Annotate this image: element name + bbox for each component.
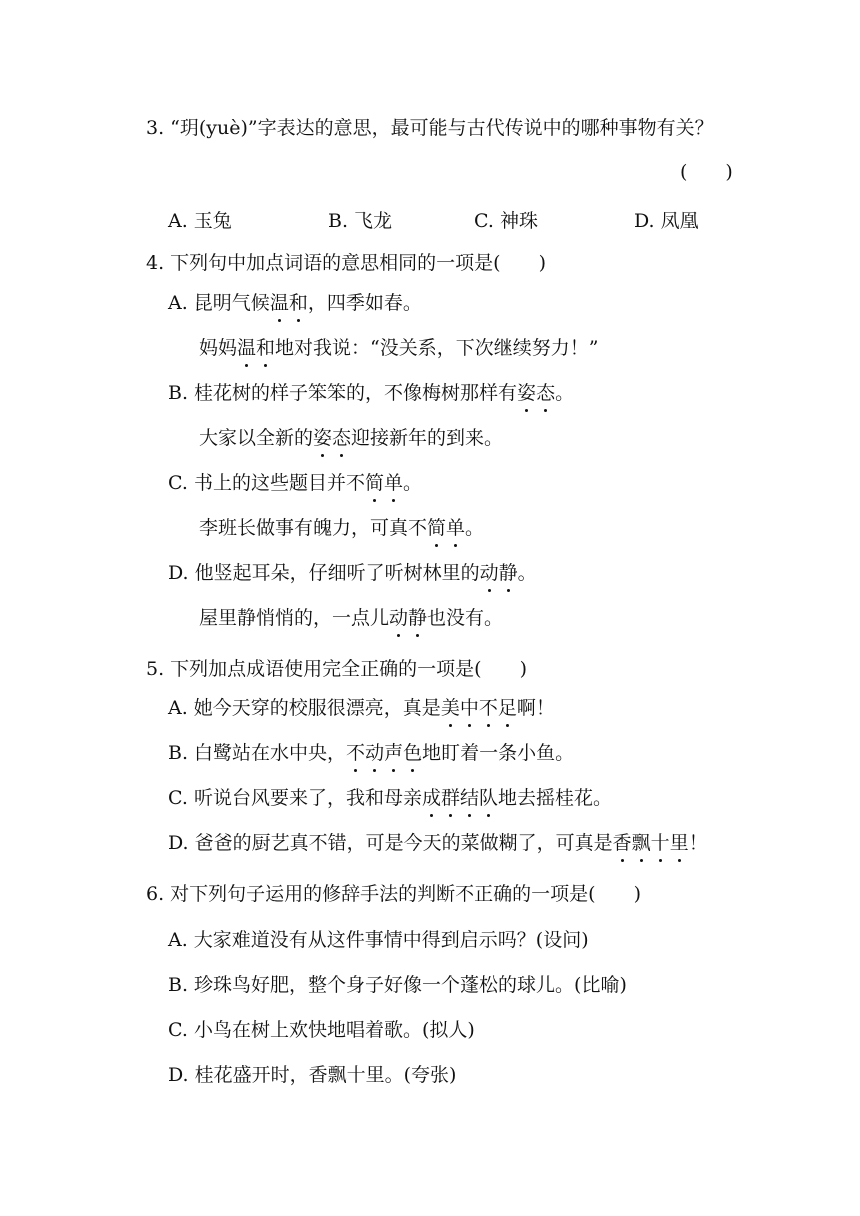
text-segment: 屋里静悄悄的，一点儿 (199, 607, 390, 629)
q3-option-c: C. 神珠 (474, 210, 538, 232)
emphasis-char: 十 (650, 832, 670, 854)
text-segment: 地去摇桂花。 (498, 787, 613, 809)
dotted-word (517, 382, 555, 404)
text-segment: 。 (555, 382, 575, 404)
q5-stem: 5. 下列加点成语使用完全正确的一项是( ) (146, 658, 527, 680)
text-segment: 也没有。 (427, 607, 504, 629)
emphasis-char: 静 (498, 562, 518, 584)
q5-option-b (168, 741, 574, 765)
dotted-word (270, 292, 308, 314)
emphasis-char: 群 (440, 787, 460, 809)
emphasis-char: 态 (536, 382, 556, 404)
emphasis-char: 和 (288, 292, 308, 314)
q6-option-b: B. 珍珠鸟好肥，整个身子好像一个蓬松的球儿。(比喻) (168, 974, 627, 996)
emphasis-char: 结 (459, 787, 479, 809)
q3-answer-blank: ( ) (680, 161, 733, 183)
emphasis-char: 色 (403, 742, 423, 764)
emphasis-char: 香 (612, 832, 632, 854)
q5-option-d (168, 831, 708, 855)
emphasis-char: 飘 (631, 832, 651, 854)
text-segment: C. 听说台风要来了，我和母亲 (168, 787, 422, 809)
text-segment: A. 昆明气候 (168, 292, 270, 314)
emphasis-char: 里 (669, 832, 689, 854)
emphasis-char: 简 (364, 472, 384, 494)
emphasis-char: 温 (269, 292, 289, 314)
emphasis-char: 声 (384, 742, 404, 764)
q3-option-a: A. 玉兔 (168, 210, 232, 232)
text-segment: 迎接新年的到来。 (351, 427, 504, 449)
q3-stem: 3. “玥(yuè)”字表达的意思，最可能与古代传说中的哪种事物有关？ (146, 117, 714, 139)
q4-option-b-sentence-2 (199, 426, 503, 450)
emphasis-char: 简 (427, 517, 447, 539)
q4-option-b-sentence-1 (168, 381, 574, 405)
emphasis-char: 单 (446, 517, 466, 539)
emphasis-char: 中 (459, 697, 479, 719)
text-segment: 。 (465, 517, 485, 539)
dotted-idiom (441, 697, 517, 719)
text-segment: D. 他竖起耳朵，仔细听了听树林里的 (168, 562, 480, 584)
text-segment: B. 白鹭站在水中央， (168, 742, 347, 764)
q5-option-a (168, 696, 555, 720)
text-segment: C. 书上的这些题目并不 (168, 472, 365, 494)
q4-option-d-sentence-1 (168, 561, 537, 585)
text-segment: 地对我说：“没关系，下次继续努力！” (275, 337, 599, 359)
emphasis-char: 动 (479, 562, 499, 584)
emphasis-char: 足 (497, 697, 517, 719)
dotted-idiom (613, 832, 689, 854)
dotted-idiom (346, 742, 422, 764)
emphasis-char: 和 (256, 337, 276, 359)
emphasis-char: 不 (346, 742, 366, 764)
q6-option-d: D. 桂花盛开时，香飘十里。(夸张) (168, 1064, 457, 1086)
q6-option-c: C. 小鸟在树上欢快地唱着歌。(拟人) (168, 1019, 475, 1041)
text-segment: 地盯着一条小鱼。 (422, 742, 575, 764)
q4-option-c-sentence-1 (168, 471, 422, 495)
text-segment: A. 她今天穿的校服很漂亮，真是 (168, 697, 441, 719)
text-segment: 啊！ (516, 697, 555, 719)
emphasis-char: 队 (479, 787, 499, 809)
dotted-word (480, 562, 518, 584)
text-segment: 妈妈 (199, 337, 238, 359)
q4-option-d-sentence-2 (199, 606, 503, 630)
dotted-word (365, 472, 403, 494)
text-segment: 。 (517, 562, 537, 584)
emphasis-char: 成 (421, 787, 441, 809)
q3-option-b: B. 飞龙 (328, 210, 393, 232)
q6-option-a: A. 大家难道没有从这件事情中得到启示吗？(设问) (168, 929, 589, 951)
q3-option-d: D. 凤凰 (634, 210, 699, 232)
dotted-idiom (422, 787, 498, 809)
text-segment: B. 桂花树的样子笨笨的，不像梅树那样有 (168, 382, 518, 404)
text-segment: D. 爸爸的厨艺真不错，可是今天的菜做糊了，可真是 (168, 832, 613, 854)
emphasis-char: 动 (365, 742, 385, 764)
emphasis-char: 态 (332, 427, 352, 449)
emphasis-char: 温 (237, 337, 257, 359)
emphasis-char: 动 (389, 607, 409, 629)
dotted-word (389, 607, 427, 629)
emphasis-char: 单 (383, 472, 403, 494)
emphasis-char: 不 (478, 697, 498, 719)
emphasis-char: 姿 (313, 427, 333, 449)
dotted-word (427, 517, 465, 539)
text-segment: 大家以全新的 (199, 427, 314, 449)
text-segment: ！ (688, 832, 708, 854)
q5-option-c (168, 786, 612, 810)
q4-stem: 4. 下列句中加点词语的意思相同的一项是( ) (146, 252, 546, 274)
q4-option-a-sentence-1-full (168, 291, 422, 315)
text-segment: ，四季如春。 (307, 292, 422, 314)
emphasis-char: 姿 (517, 382, 537, 404)
q6-stem: 6. 对下列句子运用的修辞手法的判断不正确的一项是( ) (146, 883, 641, 905)
text-segment: 。 (402, 472, 422, 494)
q4-option-a-sentence-2 (199, 336, 598, 360)
emphasis-char: 美 (440, 697, 460, 719)
emphasis-char: 静 (408, 607, 428, 629)
dotted-word (237, 337, 275, 359)
q4-option-c-sentence-2 (199, 516, 484, 540)
text-segment: 李班长做事有魄力，可真不 (199, 517, 428, 539)
dotted-word (313, 427, 351, 449)
